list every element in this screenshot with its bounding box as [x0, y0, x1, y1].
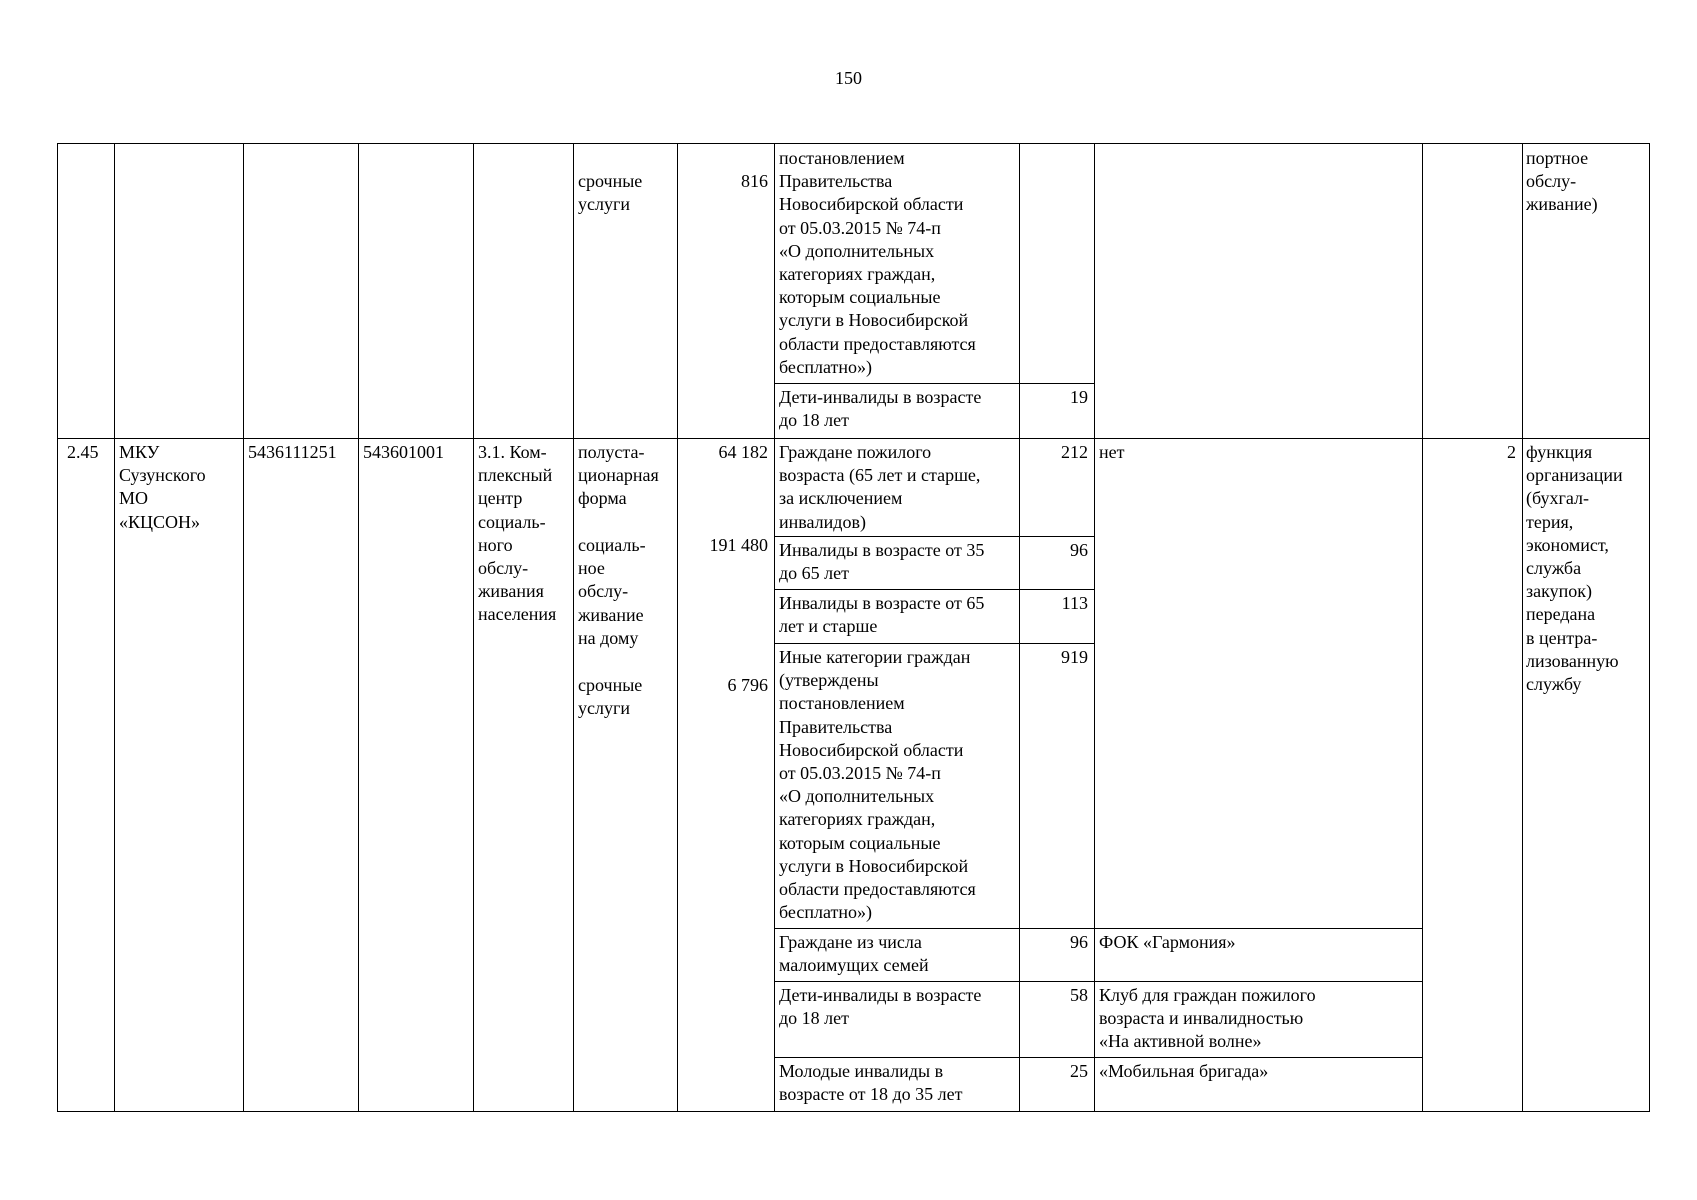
organization-type-cell: 3.1. Ком- плексный центр социаль- ного обслу- живания населения — [478, 442, 557, 625]
kpp-cell: 543601001 — [363, 442, 444, 462]
col-divider — [114, 143, 115, 1112]
project-cell: ФОК «Гармония» — [1099, 932, 1236, 952]
project-cell: «Мобильная бригада» — [1099, 1061, 1269, 1081]
row-divider — [57, 438, 1650, 439]
inn-cell: 5436111251 — [248, 442, 337, 462]
category-count-cell: 96 — [1070, 932, 1088, 952]
col-divider — [473, 143, 474, 1112]
service-count-cell: 6 796 — [727, 675, 768, 695]
project-cell: нет — [1099, 442, 1125, 462]
row-divider — [774, 643, 1094, 644]
category-cell: Молодые инвалиды в возрасте от 18 до 35 лет — [779, 1061, 963, 1105]
row-divider — [774, 1057, 1422, 1058]
row-divider — [774, 589, 1094, 590]
category-count-cell: 212 — [1061, 442, 1088, 462]
service-count-cell: 816 — [741, 171, 768, 191]
col-divider — [1094, 143, 1095, 1112]
category-count-cell: 919 — [1061, 647, 1088, 667]
col-divider — [358, 143, 359, 1112]
col-divider — [1422, 143, 1423, 1112]
service-count-cell: 64 182 — [718, 442, 768, 462]
col-divider — [1019, 143, 1020, 438]
service-count-cell: 191 480 — [709, 535, 768, 555]
category-cell: Инвалиды в возрасте от 65 лет и старше — [779, 593, 985, 637]
category-count-cell: 96 — [1070, 540, 1088, 560]
row-number-cell: 2.45 — [67, 442, 99, 462]
service-form-cell: срочные услуги — [578, 171, 643, 215]
row-divider — [774, 383, 1094, 384]
category-cell: Граждане из числа малоимущих семей — [779, 932, 929, 976]
category-cell: Иные категории граждан (утверждены постановлением Правительства Новосибирской области от 05.03.2015 № 74-п «О дополнительных категориях граждан, которым социальные услуги в Новосибирской области предоставляются бесплатно») — [779, 647, 976, 923]
note-cell: портное обслу- живание) — [1526, 148, 1598, 215]
category-count-cell: 113 — [1061, 593, 1088, 613]
col-divider — [1522, 143, 1523, 1112]
category-count-cell: 25 — [1070, 1061, 1088, 1081]
category-cell: Дети-инвалиды в возрасте до 18 лет — [779, 985, 982, 1029]
col-divider — [573, 143, 574, 1112]
category-cell: Граждане пожилого возраста (65 лет и старше, за исключением инвалидов) — [779, 442, 981, 532]
row-divider — [774, 536, 1094, 537]
row-divider — [774, 981, 1422, 982]
row-divider — [774, 928, 1422, 929]
note-cell: функция организации (бухгал- терия, экономист, служба закупок) передана в центра- лизованную службу — [1526, 442, 1623, 695]
category-count-cell: 19 — [1070, 387, 1088, 407]
category-cell: постановлением Правительства Новосибирской области от 05.03.2015 № 74-п «О дополнительных категориях граждан, которым социальные услуги в Новосибирской области предоставляются бесплатно») — [779, 148, 976, 377]
page-number: 150 — [835, 68, 862, 88]
project-cell: Клуб для граждан пожилого возраста и инвалидностью «На активной волне» — [1099, 985, 1316, 1052]
service-form-cell: полуста- ционарная форма — [578, 442, 659, 509]
col-divider — [243, 143, 244, 1112]
organization-name-cell: МКУ Сузунского МО «КЦСОН» — [119, 442, 206, 532]
col-divider — [677, 143, 678, 1112]
category-cell: Инвалиды в возрасте от 35 до 65 лет — [779, 540, 985, 584]
category-count-cell: 58 — [1070, 985, 1088, 1005]
count-cell: 2 — [1507, 442, 1516, 462]
service-form-cell: социаль- ное обслу- живание на дому — [578, 535, 646, 648]
category-cell: Дети-инвалиды в возрасте до 18 лет — [779, 387, 982, 431]
col-divider — [774, 143, 775, 1112]
service-form-cell: срочные услуги — [578, 675, 643, 719]
col-divider — [1019, 438, 1020, 1112]
